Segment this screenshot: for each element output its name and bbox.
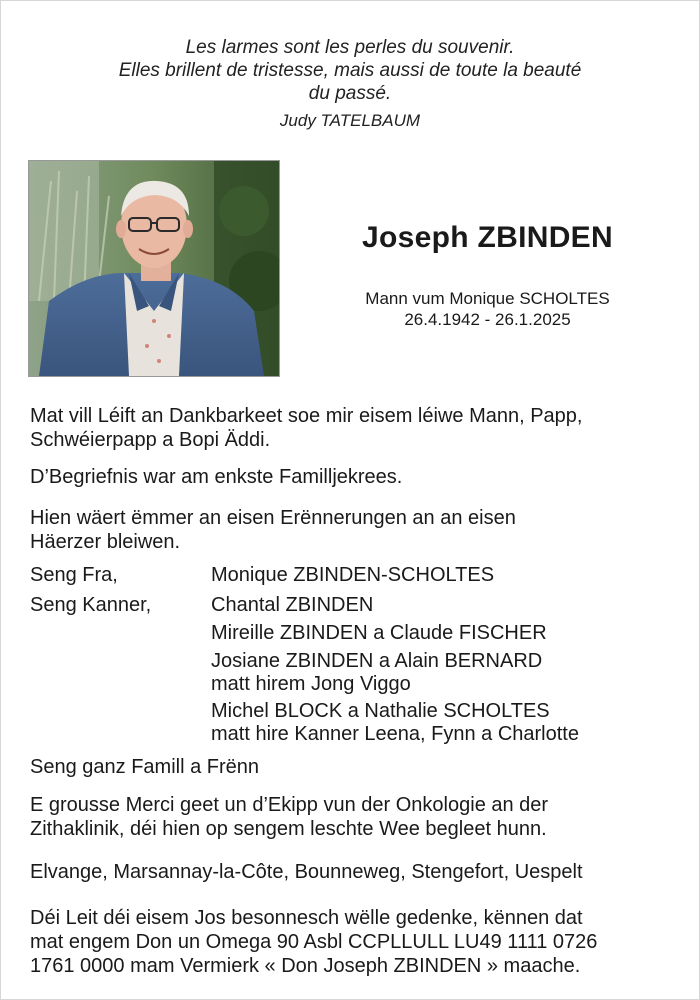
memory-paragraph	[30, 506, 680, 554]
portrait-photo	[28, 160, 280, 377]
text-line: Schwéierpapp a Bopi Äddi.	[30, 429, 271, 451]
places-line: Elvange, Marsannay-la-Côte, Bounneweg, Stengefort, Uespelt	[30, 861, 583, 883]
child-name: Chantal ZBINDEN	[211, 594, 374, 616]
thanks-paragraph	[30, 404, 680, 452]
text-line: Häerzer bleiwen.	[30, 531, 181, 553]
life-dates: 26.4.1942 - 26.1.2025	[404, 310, 571, 329]
family-friends-line: Seng ganz Famill a Frënn	[30, 756, 260, 778]
child-name: Josiane ZBINDEN a Alain BERNARD	[211, 650, 543, 672]
text-line: E grousse Merci geet un d’Ekipp vun der Onkologie an der	[30, 794, 549, 816]
quote-author: Judy TATELBAUM	[279, 111, 421, 130]
funeral-paragraph: D’Begriefnis war am enkste Familljekrees.	[30, 466, 403, 488]
text-line: Hien wäert ëmmer an eisen Erënnerungen an an eisen	[30, 507, 516, 529]
donation-paragraph	[30, 906, 680, 978]
deceased-name: Joseph ZBINDEN	[362, 221, 613, 254]
quote-line: Les larmes sont les perles du souvenir.	[185, 37, 515, 58]
text-line: Mat vill Léift an Dankbarkeet soe mir eisem léiwe Mann, Papp,	[30, 405, 583, 427]
child-name: Michel BLOCK a Nathalie SCHOLTES	[211, 700, 550, 722]
epigraph-quote	[40, 36, 660, 105]
children-label: Seng Kanner,	[30, 594, 152, 616]
text-line: mat engem Don un Omega 90 Asbl CCPLLULL LU49 1111 0726	[30, 931, 598, 953]
text-line: 1761 0000 mam Vermierk « Don Joseph ZBINDEN » maache.	[30, 955, 581, 977]
quote-line: Elles brillent de tristesse, mais aussi de toute la beauté	[118, 60, 582, 81]
merci-paragraph	[30, 793, 680, 841]
spouse-line: Mann vum Monique SCHOLTES	[365, 289, 610, 308]
grandchild-line: matt hire Kanner Leena, Fynn a Charlotte	[211, 723, 579, 745]
grandchild-line: matt hirem Jong Viggo	[211, 673, 411, 695]
wife-name: Monique ZBINDEN-SCHOLTES	[211, 564, 495, 586]
child-name: Mireille ZBINDEN a Claude FISCHER	[211, 622, 547, 644]
text-line: Déi Leit déi eisem Jos besonnesch wëlle gedenke, kënnen dat	[30, 907, 583, 929]
quote-line: du passé.	[308, 83, 392, 104]
text-line: Zithaklinik, déi hien op sengem leschte Wee begleet hunn.	[30, 818, 547, 840]
wife-label: Seng Fra,	[30, 564, 118, 586]
